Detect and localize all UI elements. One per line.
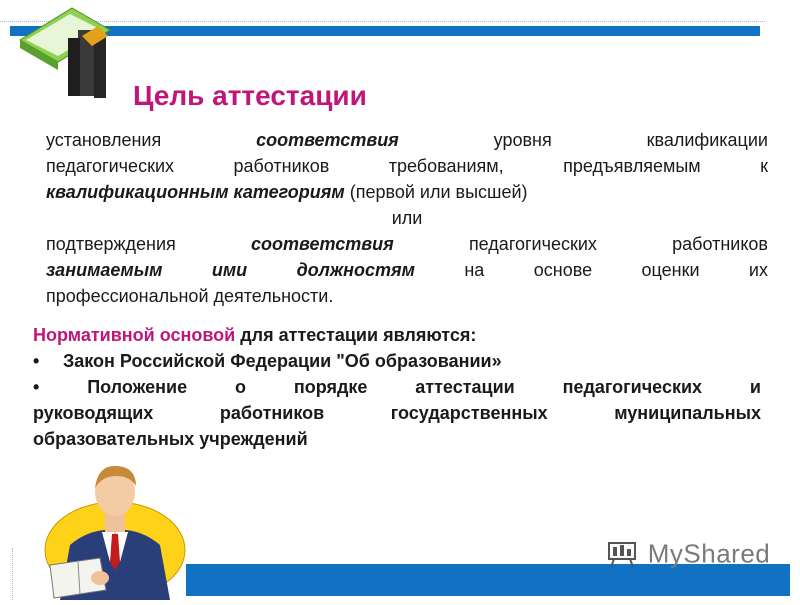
goal-text: на основе оценки их (414, 260, 768, 280)
basis-item-1 (33, 348, 761, 374)
basis-item-text: Закон Российской Федерации "Об образовании» (63, 351, 502, 371)
goal-line-5 (46, 257, 768, 283)
myshared-logo (606, 537, 770, 570)
goal-line-1 (46, 127, 768, 153)
bullet-icon: • (33, 351, 40, 371)
goal-text: установления (46, 130, 162, 150)
basis-item-2-line-1 (33, 374, 761, 400)
basis-intro (33, 322, 761, 348)
basis-item-2-line-2: руководящих работников государственных муниципальных (33, 403, 761, 423)
goal-emphasis: квалификационным категориям (46, 182, 345, 202)
books-icon (12, 0, 132, 115)
goal-line-3 (46, 179, 768, 205)
page-title: Цель аттестации (133, 80, 367, 111)
goal-emphasis: занимаемым ими должностям (46, 260, 415, 280)
myshared-logo-text: MyShared (647, 538, 771, 569)
bullet-icon: • (33, 377, 40, 397)
basis-item-text: Положение о порядке аттестации педагогических и (87, 377, 761, 397)
goal-text: подтверждения (46, 234, 176, 254)
goal-emphasis: соответствия (251, 234, 394, 254)
presenter-illustration (40, 450, 190, 605)
basis-intro-text: для аттестации являются: (235, 325, 477, 345)
goal-emphasis: соответствия (256, 130, 399, 150)
goal-text: (первой или высшей) (344, 182, 528, 202)
goal-text: уровня квалификации (493, 130, 768, 150)
goal-line-2: педагогических работников требованиям, предъявляемым к (46, 156, 768, 176)
goal-or: или (391, 208, 423, 228)
basis-highlight: Нормативной основой (33, 325, 236, 345)
left-dotted-line (12, 548, 13, 600)
goal-text: педагогических работников (468, 234, 768, 254)
basis-item-2-line-3: образовательных учреждений (33, 429, 308, 449)
goal-paragraph (46, 127, 768, 309)
goal-line-6: профессиональной деятельности. (46, 286, 334, 306)
goal-line-4 (46, 231, 768, 257)
myshared-logo-icon (606, 539, 640, 569)
basis-paragraph (33, 322, 761, 452)
